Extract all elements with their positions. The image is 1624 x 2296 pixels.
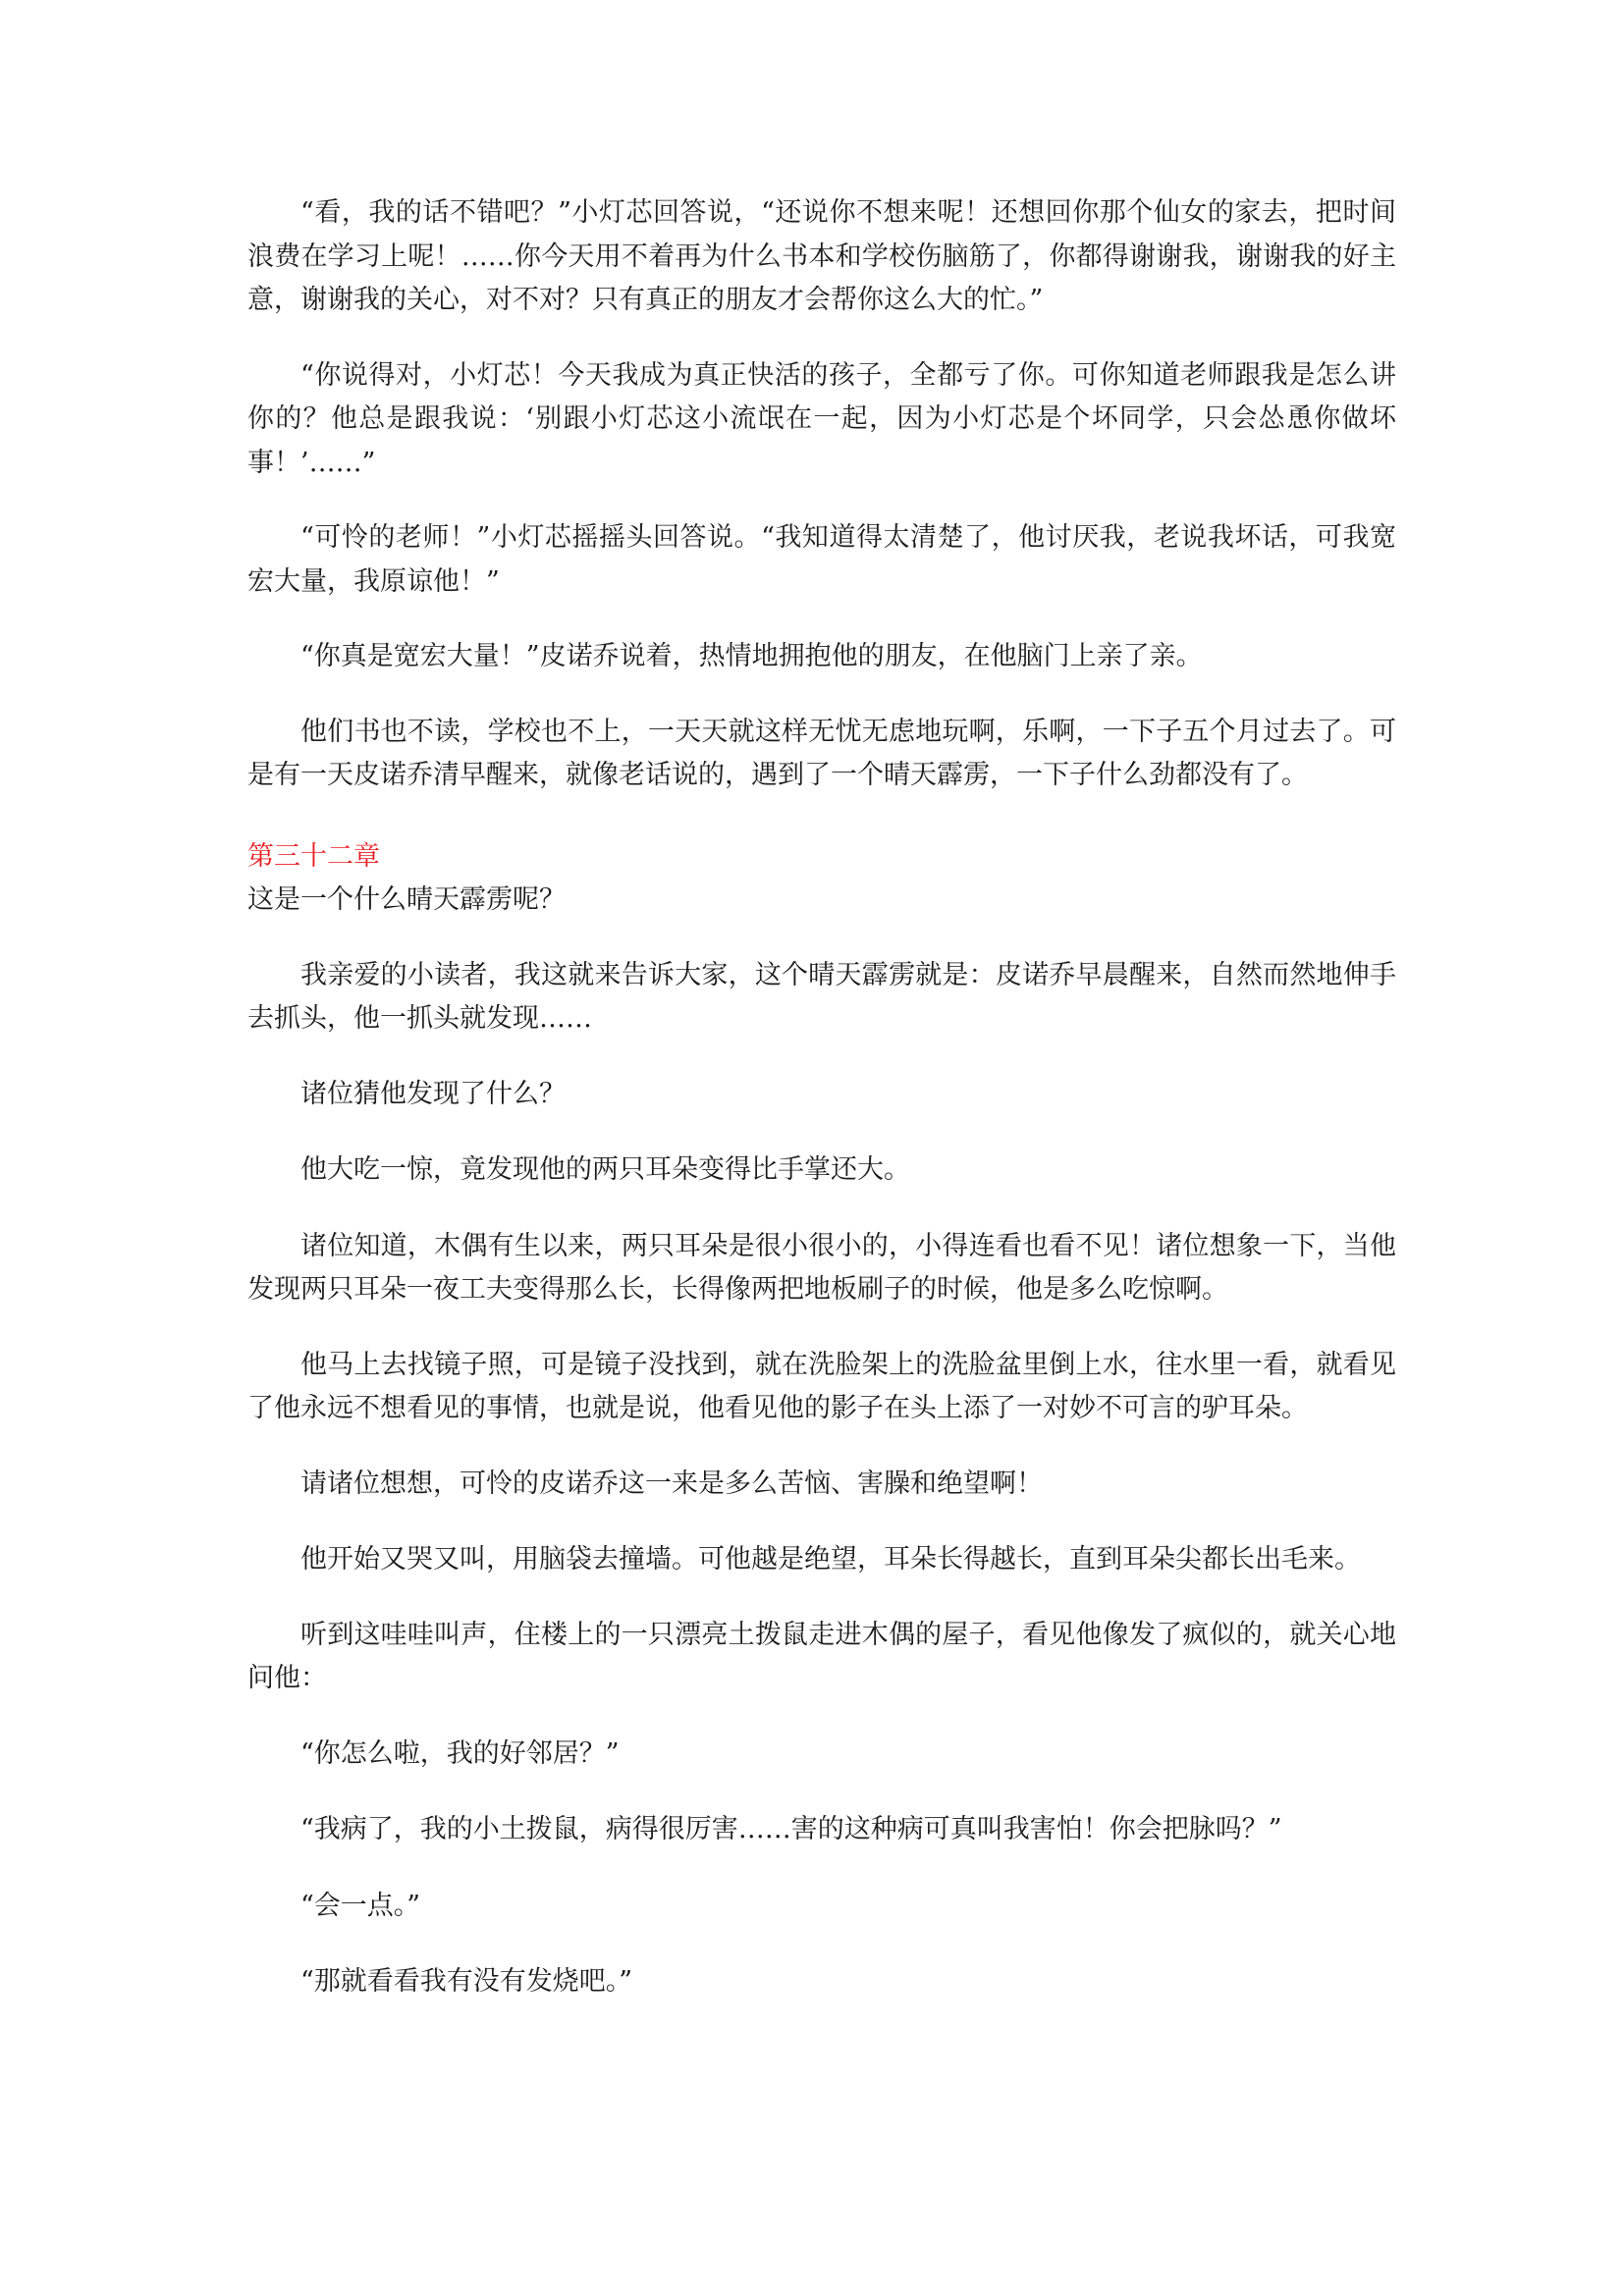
- paragraph: 我亲爱的小读者，我这就来告诉大家，这个晴天霹雳就是：皮诺乔早晨醒来，自然而然地伸手去抓头，他一抓头就发现……: [247, 959, 1396, 1034]
- paragraph: “你说得对，小灯芯！今天我成为真正快活的孩子，全都亏了你。可你知道老师跟我是怎么讲你的？他总是跟我说：‘别跟小灯芯这小流氓在一起，因为小灯芯是个坏同学，只会怂恿你做坏事！’……”: [247, 359, 1396, 478]
- paragraph: “会一点。”: [300, 1890, 421, 1921]
- chapter-header: [247, 829, 1396, 923]
- paragraph: 诸位知道，木偶有生以来，两只耳朵是很小很小的，小得连看也看不见！诸位想象一下，当他发现两只耳朵一夜工夫变得那么长，长得像两把地板刷子的时候，他是多么吃惊啊。: [247, 1230, 1396, 1305]
- paragraph: “那就看看我有没有发烧吧。”: [300, 1966, 633, 1997]
- paragraph: 听到这哇哇叫声，住楼上的一只漂亮土拨鼠走进木偶的屋子，看见他像发了疯似的，就关心地问他：: [247, 1619, 1396, 1693]
- paragraph: “看，我的话不错吧？”小灯芯回答说，“还说你不想来呢！还想回你那个仙女的家去，把时间浪费在学习上呢！……你今天用不着再为什么书本和学校伤脑筋了，你都得谢谢我，谢谢我的好主意，谢谢我的关心，对不对？只有真正的朋友才会帮你这么大的忙。”: [247, 197, 1396, 315]
- paragraph: “你真是宽宏大量！”皮诺乔说着，热情地拥抱他的朋友，在他脑门上亲了亲。: [300, 641, 1203, 671]
- paragraph: “可怜的老师！”小灯芯摇摇头回答说。“我知道得太清楚了，他讨厌我，老说我坏话，可我宽宏大量，我原谅他！”: [247, 522, 1396, 597]
- paragraph: 他马上去找镜子照，可是镜子没找到，就在洗脸架上的洗脸盆里倒上水，往水里一看，就看见了他永远不想看见的事情，也就是说，他看见他的影子在头上添了一对妙不可言的驴耳朵。: [247, 1349, 1396, 1423]
- chapter-heading: 第三十二章: [247, 840, 380, 872]
- chapter-title: 这是一个什么晴天霹雳呢？: [247, 884, 566, 915]
- paragraph: 他开始又哭又叫，用脑袋去撞墙。可他越是绝望，耳朵长得越长，直到耳朵尖都长出毛来。: [300, 1544, 1361, 1575]
- paragraph: 他们书也不读，学校也不上，一天天就这样无忧无虑地玩啊，乐啊，一下子五个月过去了。可是有一天皮诺乔清早醒来，就像老话说的，遇到了一个晴天霹雳，一下子什么劲都没有了。: [247, 716, 1396, 790]
- document-page: [247, 191, 1396, 2037]
- paragraph: 他大吃一惊，竟发现他的两只耳朵变得比手掌还大。: [300, 1154, 910, 1185]
- paragraph: 请诸位想想，可怜的皮诺乔这一来是多么苦恼、害臊和绝望啊！: [300, 1468, 1043, 1499]
- paragraph: “你怎么啦，我的好邻居？”: [300, 1737, 620, 1769]
- paragraph: 诸位猜他发现了什么？: [300, 1078, 566, 1109]
- paragraph: “我病了，我的小土拨鼠，病得很厉害……害的这种病可真叫我害怕！你会把脉吗？”: [300, 1814, 1282, 1844]
